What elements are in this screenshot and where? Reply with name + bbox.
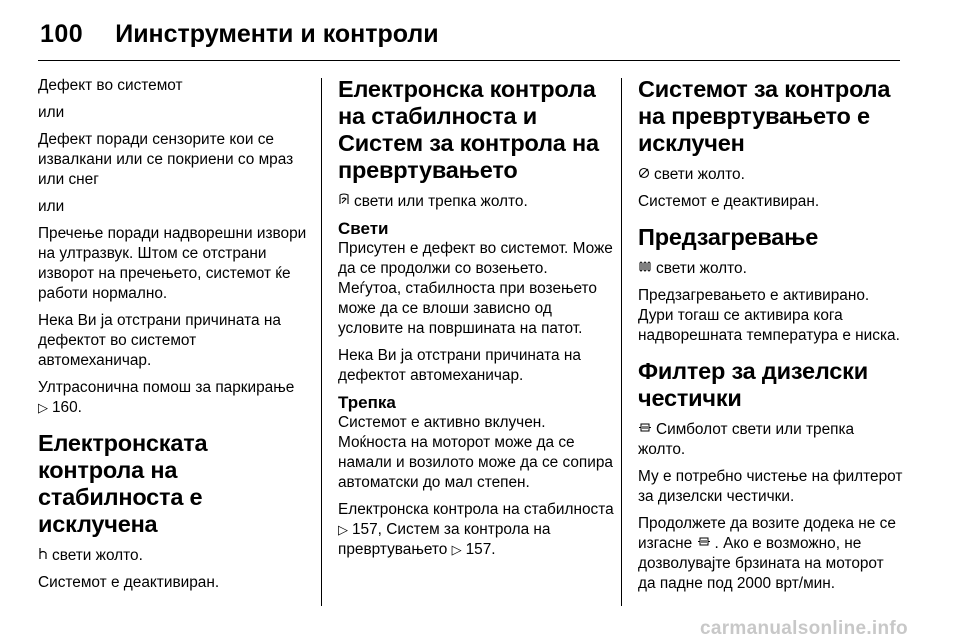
- header-rule: [38, 60, 900, 61]
- paragraph-with-reference: [38, 378, 310, 418]
- reference-arrow-icon: ▷: [338, 522, 348, 537]
- paragraph: Нека Ви ја отстрани причината на дефектот во системот автомеханичар.: [38, 312, 281, 369]
- paragraph: или: [38, 198, 65, 215]
- section-title-esc-off: Електронската контрола на стабилноста е исклучена: [38, 430, 208, 537]
- reference-arrow-icon: ▷: [38, 400, 48, 415]
- paragraph: Дефект поради сензорите кои се извалкани или се покриени со мраз или снег: [38, 131, 294, 188]
- section-title-rollover-off: Системот за контрола на превртувањето е исклучен: [638, 76, 891, 156]
- paragraph-with-icon: Симболот свети или трепка жолто.: [638, 421, 855, 458]
- paragraph: или: [38, 104, 65, 121]
- subheading-flashing: Трепка: [338, 393, 396, 412]
- paragraph-with-icon: свети жолто.: [638, 165, 904, 185]
- watermark: carmanualsonline.info: [700, 618, 908, 639]
- paragraph: Дефект во системот: [38, 77, 183, 94]
- section-title-dpf: Филтер за дизелски честички: [638, 358, 868, 411]
- paragraph: Системот е активно вклучен. Моќноста на моторот може да се намали и возилото може да се сопира автоматски до мал степен.: [338, 414, 613, 491]
- reference-arrow-icon: ▷: [451, 542, 462, 557]
- paragraph: Системот е деактивиран.: [638, 193, 820, 210]
- paragraph: Му е потребно чистење на филтерот за дизелски честички.: [638, 468, 903, 505]
- reference-text: Ултрасонична помош за паркирање: [38, 379, 295, 396]
- page-number: 100: [40, 19, 84, 48]
- esc-off-icon: [38, 547, 48, 560]
- subheading-lit: Свети: [338, 219, 389, 238]
- paragraph-with-icon: свети жолто.: [38, 546, 310, 566]
- page-header: [40, 14, 439, 54]
- reference-page[interactable]: 160.: [52, 399, 82, 416]
- page-title: Иинструменти и контроли: [115, 19, 439, 48]
- paragraph-with-icon: свети или трепка жолто.: [338, 192, 614, 212]
- paragraph-with-reference: Електронска контрола на стабилноста ▷ 157, Систем за контрола на превртувањето ▷ 157.: [338, 501, 614, 558]
- section-title-preheat: Предзагревање: [638, 224, 819, 250]
- glow-plug-icon: [638, 260, 652, 273]
- paragraph: Системот е деактивиран.: [38, 574, 220, 591]
- column-2: [338, 76, 614, 567]
- column-divider-2: [621, 78, 622, 606]
- reference-page[interactable]: 157, Систем за контрола на превртувањето: [338, 521, 551, 558]
- paragraph: Присутен е дефект во системот. Може да се продолжи со возењето. Меѓутоа, стабилноста при возењето може да се влоши зависно од условите на површината на патот.: [338, 240, 613, 337]
- esc-icon: [338, 193, 350, 206]
- section-title-esc: Електронска контрола на стабилноста и Систем за контрола на превртувањето: [338, 76, 599, 183]
- paragraph: Предзагревањето е активирано. Дури тогаш се активира кога надворешната температура е ниска.: [638, 287, 900, 344]
- reference-page[interactable]: 157.: [465, 541, 496, 558]
- paragraph: Пречење поради надворешни извори на ултразвук. Штом се отстрани изворот на пречењето, системот ќе работи нормално.: [38, 225, 307, 302]
- column-1: [38, 76, 310, 600]
- dpf-icon: [697, 535, 711, 548]
- paragraph: Нека Ви ја отстрани причината на дефектот автомеханичар.: [338, 347, 581, 384]
- column-divider-1: [321, 78, 322, 606]
- paragraph-with-icon: Продолжете да возите додека не се изгасне . Ако е возможно, не дозволувајте брзината на моторот да падне под 2000 врт/мин.: [638, 515, 896, 592]
- paragraph-with-icon: свети жолто.: [638, 259, 904, 279]
- column-3: [638, 76, 904, 601]
- rollover-off-icon: [638, 166, 650, 179]
- dpf-icon: [638, 421, 652, 434]
